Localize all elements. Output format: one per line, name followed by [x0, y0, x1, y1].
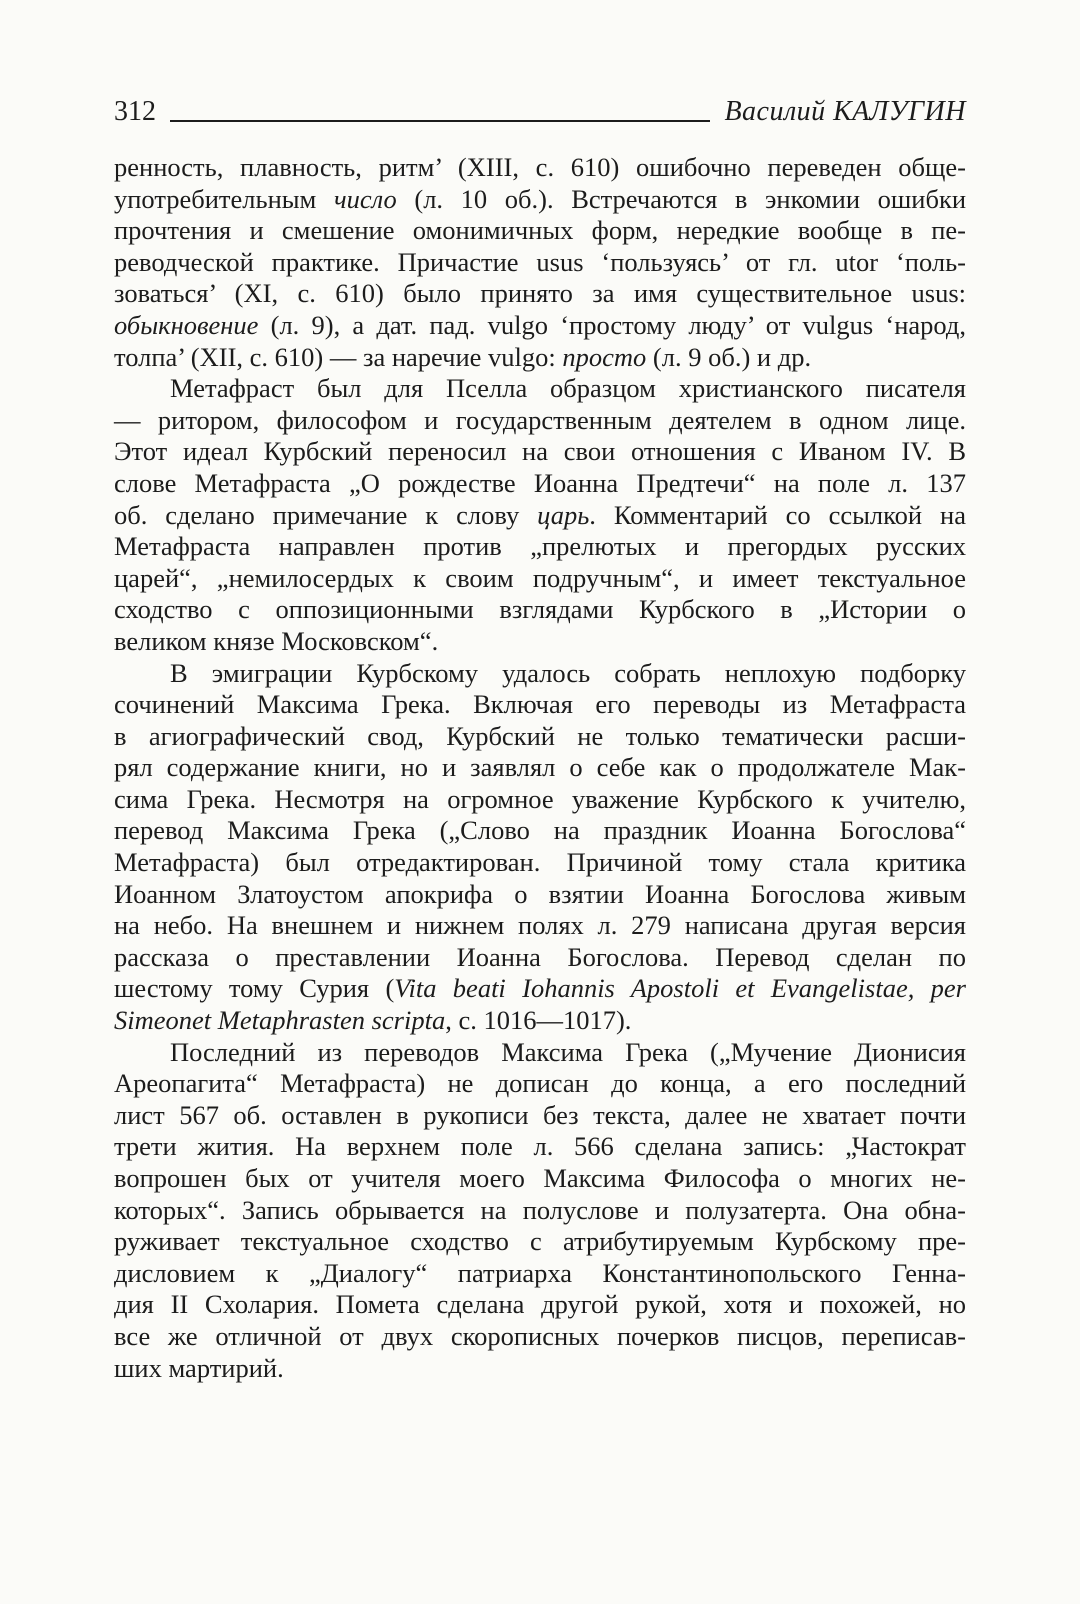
text-line: все же отличной от двух скорописных почерков писцов, переписав- — [114, 1320, 966, 1351]
text-line: — ритором, философом и государственным деятелем в одном лице. — [114, 404, 966, 435]
text-line: перевод Максима Грека („Слово на праздник Иоанна Богослова“ — [114, 815, 966, 846]
text-line: сима Грека. Несмотря на огромное уважение Курбского к учителю, — [114, 783, 966, 814]
text-line: Метафраста) был отредактирован. Причиной тому стала критика — [114, 847, 966, 878]
text-line: ренность, плавность, ритм’ (XIII, с. 610) ошибочно переведен обще- — [114, 152, 966, 182]
text-line: реводческой практике. Причастие usus ‘пользуясь’ от гл. utor ‘поль- — [114, 246, 966, 277]
text-line: сходство с оппозиционными взглядами Курбского в „Истории о — [114, 594, 966, 625]
text-line: прочтения и смешение омонимичных форм, нередкие вообще в пе- — [114, 215, 966, 246]
text-line: об. сделано примечание к слову царь. Комментарий со ссылкой на — [114, 499, 966, 530]
text-line: шестому тому Сурия (Vita beati Iohannis Apostoli et Evangelistae, per — [114, 973, 966, 1004]
text-line: руживает текстуальное сходство с атрибутируемым Курбскому пре- — [114, 1226, 966, 1257]
page-number: 312 — [114, 96, 156, 127]
text-line: рял содержание книги, но и заявлял о себе как о продолжателе Мак- — [114, 752, 966, 783]
text-line: дия II Схолария. Помета сделана другой рукой, хотя и похожей, но — [114, 1289, 966, 1320]
text-line: Этот идеал Курбский переносил на свои отношения с Иваном IV. В — [114, 436, 966, 467]
text-line: Последний из переводов Максима Грека („Мучение Дионисия — [170, 1036, 966, 1067]
text-line: Ареопагита“ Метафраста) не дописан до конца, а его последний — [114, 1068, 966, 1099]
text-line: рассказа о преставлении Иоанна Богослова. Перевод сделан по — [114, 941, 966, 972]
text-line: употребительным число (л. 10 об.). Встречаются в энкомии ошибки — [114, 183, 967, 214]
paragraph — [114, 658, 966, 1037]
running-header — [114, 92, 966, 132]
header-rule — [170, 120, 710, 122]
paragraph — [114, 373, 966, 657]
text-line: царей“, „немилосердых к своим подручным“, и имеет текстуальное — [114, 562, 966, 593]
text-line: великом князе Московском“. — [114, 625, 439, 656]
text-line: ших мартирий. — [114, 1352, 284, 1383]
paragraph — [114, 152, 966, 373]
text-line: дисловием к „Диалогу“ патриарха Константинопольского Генна- — [114, 1257, 966, 1288]
text-line: Simeonet Metaphrasten scripta, с. 1016—1017). — [114, 1005, 632, 1036]
text-line: Метафраст был для Пселла образцом христианского писателя — [170, 373, 966, 404]
paragraph — [114, 1037, 966, 1385]
text-line: обыкновение (л. 9), а дат. пад. vulgo ‘простому люду’ от vulgus ‘народ, — [114, 309, 966, 340]
text-line: толпа’ (XII, с. 610) — за наречие vulgo: просто (л. 9 об.) и др. — [114, 341, 812, 372]
text-line: сочинений Максима Грека. Включая его переводы из Метафраста — [114, 689, 966, 720]
text-line: слове Метафраста „О рождестве Иоанна Предтечи“ на поле л. 137 — [114, 467, 966, 498]
text-line: вопрошен бых от учителя моего Максима Философа о многих не- — [114, 1163, 966, 1193]
body-text — [114, 152, 966, 1384]
text-line: Иоанном Златоустом апокрифа о взятии Иоанна Богослова живым — [114, 878, 966, 909]
text-line: В эмиграции Курбскому удалось собрать неплохую подборку — [170, 657, 966, 688]
running-head-author: Василий КАЛУГИН — [724, 96, 966, 127]
text-line: лист 567 об. оставлен в рукописи без текста, далее не хватает почти — [114, 1099, 966, 1130]
text-line: зоваться’ (XI, с. 610) было принято за имя существительное usus: — [114, 278, 966, 309]
text-line: в агиографический свод, Курбский не только тематически расши- — [114, 720, 966, 751]
text-line: которых“. Запись обрывается на полуслове и полузатерта. Она обна- — [114, 1194, 966, 1225]
text-line: на небо. На внешнем и нижнем полях л. 279 написана другая версия — [114, 910, 966, 941]
text-line: трети жития. На верхнем поле л. 566 сделана запись: „Частократ — [114, 1131, 966, 1162]
text-line: Метафраста направлен против „прелютых и прегордых русских — [114, 531, 966, 562]
